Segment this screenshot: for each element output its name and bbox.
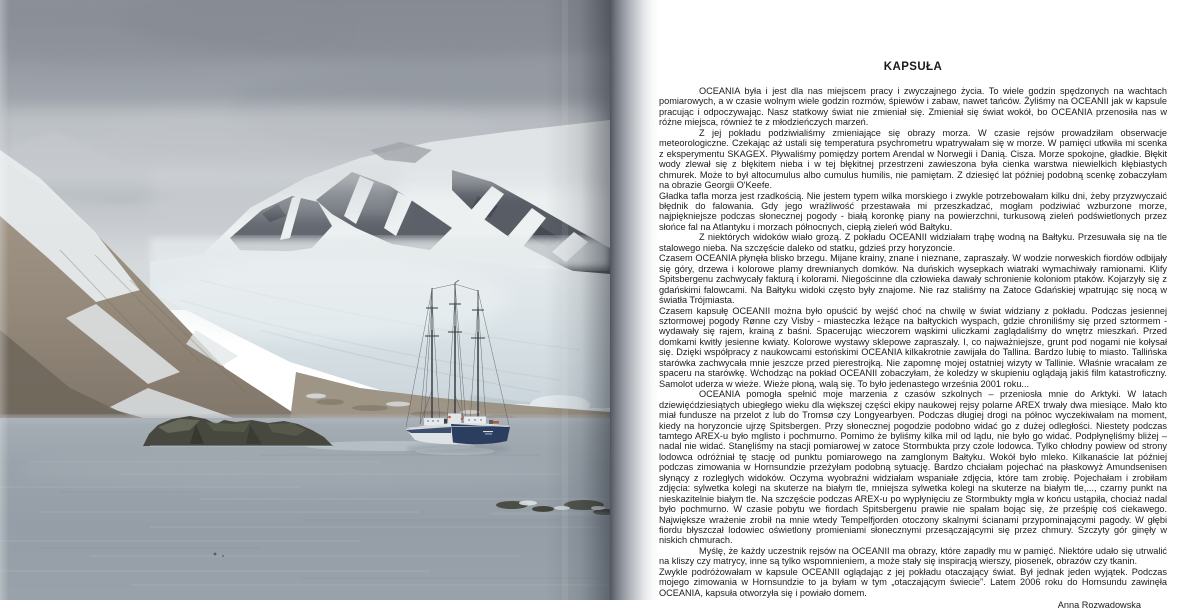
page-edge-light <box>0 0 9 600</box>
paragraph: OCEANIA pomogła spełnić moje marzenia z czasów szkolnych – przeniosła mnie do Arktyki. W latach dziewięćdziesiątych ubiegłego wieku dla większej części ekipy naukowej rejsy polarne AREX trwały dwa miesiące. Mało kto miał fundusze na przelot z lub do Tromsø czy Longyearbyen. Podczas długiej drogi na północ wyczekiwałam na moment, kiedy na horyzoncie ujrzę Spitsbergen. Przy słonecznej pogodzie podobno widać go z dużej odległości. Niestety podczas tamtego AREX-u było mglisto i pochmurno. Pomimo że byliśmy kilka mil od lądu, nie było go widać. Podpłynęliśmy bliżej – nadal nie widać. Stanęliśmy na stacji pomiarowej w zatoce Stormbukta przy czole lodowca. Tylko chłodny powiew od strony lodowca odróżniał tę stację od punktu pomiarowego na zamglonym Bałtyku. Wokół było mleko. Kilkanaście lat później podczas zimowania w Hornsundzie przeżyłam podobną sytuację. Bardzo chciałam pojechać na płaskowyż Amundsenisen słynący z rozległych widoków. Oczyma wyobraźni widziałam wspaniałe zdjęcia, które tam zrobię. Pojechałam i zrobiłam zdjęcia: sylwetka kolegi na skuterze na białym tle, mniejsza sylwetka kolegi na skuterze na białym tle,..., czarny punkt na nieskazitelnie białym tle. Na szczęście podczas AREX-u po wypłynięciu ze Stormbukty mgła w końcu ustąpiła, chociaż nadal było pochmurno. W czasie pobytu we fiordach Spitsbergenu prawie nie spałam bojąc się, że prześpię coś ciekawego. Największe wrażenie zrobił na mnie wtedy Tempelfjorden otoczony skalnymi ścianami przypominającymi pagody. W głębi fiordu błyszczał lodowiec oświetlony promieniami słonecznymi przesączającymi się przez chmury. Szczyty gór ginęły w niskich chmurach. <box>659 389 1167 546</box>
paragraph: Czasem OCEANIA płynęła blisko brzegu. Mijane krainy, znane i nieznane, zapraszały. W wodzie norweskich fiordów odbijały się góry, drzewa i kolorowe plamy drewnianych domków. Na duńskich wysepkach wiatraki wymachiwały ramionami. Klify Spitsbergenu zachwycały fakturą i kolorami. Niegościnne dla człowieka dawały schronienie koloniom ptaków. Kojarzyły się z gdańskimi falowcami. Na Bałtyku widoki często były znajome. Nie raz staliśmy na Zatoce Gdańskiej wpatrując się nocą w światła Trójmiasta. <box>659 253 1167 306</box>
article-body <box>659 86 1167 598</box>
text-page <box>658 0 1200 611</box>
photo-page <box>0 0 610 600</box>
page-gutter <box>610 0 658 600</box>
ship-hull <box>406 423 510 444</box>
ship-reflection <box>406 444 510 454</box>
fold-shadow <box>545 0 610 600</box>
paragraph: Z jej pokładu podziwialiśmy zmieniające się obrazy morza. W czasie rejsów prowadziłam obserwacje meteorologiczne. Czekając aż ustali się temperatura psychrometru wpatrywałam się w morze. W pamięci utkwiła mi scenka z eksperymentu SKAGEX. Pływaliśmy pomiędzy portem Arendal w Norwegii i Danią. Cisza. Morze spokojne, gładkie. Błękit wody zlewał się z błękitem nieba i w tej błękitnej przestrzeni zawieszona była cienka warstwa niewielkich kłębiastych chmurek. Może to był altocumulus albo cumulus humilis, nie pamiętam. Z dziesięć lat później podobną scenkę zobaczyłam na obrazie Georgii O'Keefe. <box>659 127 1167 191</box>
sea-speck <box>214 553 217 556</box>
article <box>659 61 1167 611</box>
paragraph: Czasem kapsułę OCEANII można było opuścić by wejść choć na chwilę w świat widziany z pokładu. Podczas jesiennej sztormowej pogody Rønne czy Visby - miasteczka leżące na bałtyckich wyspach, gdzie chroniliśmy się przed sztormem - wydawały się rajem, krainą z baśni. Spacerując wieczorem wąskimi uliczkami zaglądaliśmy do wnętrz mieszkań. Przed domkami kwitły jesienne kwiaty. Kolorowe wystawy sklepowe zapraszały. I, co najważniejsze, grunt pod nogami nie kołysał się. Dzięki współpracy z naukowcami estońskimi OCEANIA kilkakrotnie zawijała do Tallina. Bardzo lubię to miasto. Tallińska starówka zachwycała mnie jeszcze przed pierestrojką. Nie zapomnę mojej ostatniej wizyty w Tallinie. Właśnie wracałam ze spaceru na starówkę. Wchodząc na pokład OCEANII zobaczyłam, że koledzy w skupieniu oglądają jakiś film katastroficzny. Samolot uderza w wieże. Wieże płoną, walą się. To było jedenastego września 2001 roku... <box>659 305 1167 389</box>
orange-buoy <box>448 416 451 419</box>
paragraph: Myślę, że każdy uczestnik rejsów na OCEANII ma obrazy, które zapadły mu w pamięć. Niektóre udało się utrwalić na kliszy czy matrycy, inne są tylko wspomnieniem, a może stały się inspiracją wierszy, piosenek, obrazów czy tkanin. <box>659 545 1167 567</box>
paragraph: OCEANIA była i jest dla nas miejscem pracy i zwyczajnego życia. To wiele godzin spędzonych na wachtach pomiarowych, a w czasie wolnym wiele godzin rozmów, śpiewów i zabaw, nawet tańców. Żyliśmy na OCEANII jak w kapsule pracując i odpoczywając. Nasz statkowy świat nie zmieniał się. Zmieniał się świat wokół, bo OCEANIA przenosiła nas w różne miejsca, również te z młodzieńczych marzeń. <box>659 86 1167 128</box>
paragraph: Zwykle podróżowałam w kapsule OCEANII oglądając z jej pokładu otaczający świat. Był jednak jeden wyjątek. Podczas mojego zimowania w Hornsundzie to ja byłam w tym „otaczającym świecie”. Latem 2006 roku do Hornsundu zawinęła OCEANIA, kapsuła otworzyła się i powiało domem. <box>659 566 1167 598</box>
paragraph: Gładka tafla morza jest rzadkością. Nie jestem typem wilka morskiego i zwykle potrzebowałam kilku dni, żeby przyzwyczaić błędnik do falowania. Gdy jego wrażliwość przestawała mi przeszkadzać, mogłam podziwiać wzburzone morze, najpiękniejsze podczas słonecznej pogody - białą koronkę piany na powierzchni, turkusową zieleń podświetlonych przez słońce fal na Atlantyku i morzach północnych, ciepłą zieleń wód Bałtyku. <box>659 190 1167 232</box>
author-signature: Anna Rozwadowska <box>1057 600 1141 611</box>
hull-marking <box>483 431 493 432</box>
paragraph: Z niektórych widoków wiało grozą. Z pokładu OCEANII widziałam trąbę wodną na Bałtyku. Przesuwała się na tle stalowego nieba. Na szczęście daleko od statku, gdzieś przy horyzoncie. <box>659 232 1167 253</box>
article-title: KAPSUŁA <box>883 61 943 73</box>
arctic-fjord-photo <box>0 0 610 600</box>
